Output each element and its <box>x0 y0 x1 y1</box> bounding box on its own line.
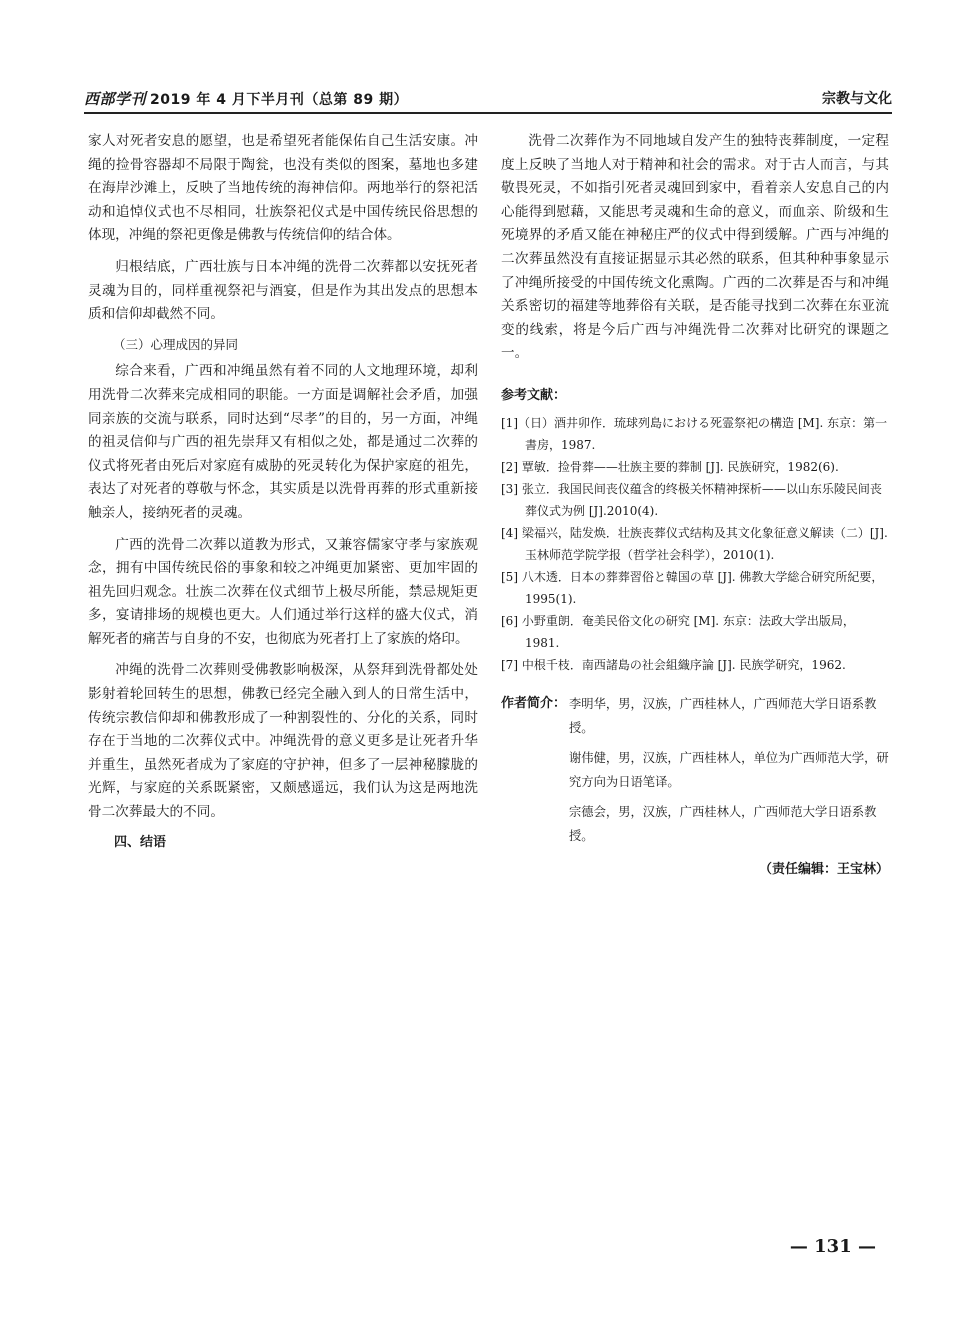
references-heading: 参考文献： <box>501 387 567 403</box>
journal-logo: 西部学刊 <box>84 90 147 108</box>
reference-item: [4] 梁福兴，陆发焕．壮族丧葬仪式结构及其文化象征意义解读（二）[J]. 玉林师范学院学报（哲学社会科学），2010(1). <box>501 525 888 562</box>
paragraph: 家人对死者安息的愿望，也是希望死者能保佑自己生活安康。冲绳的捡骨容器却不局限于陶瓮，也没有类似的图案，墓地也多建在海岸沙滩上，反映了当地传统的海神信仰。两地举行的祭祀活动和追悼仪式也不尽相同，壮族祭祀仪式是中国传统民俗思想的体现，冲绳的祭祀更像是佛教与传统信仰的结合体。 <box>88 133 478 244</box>
author-bio: 宗德会，男，汉族，广西桂林人，广西师范大学日语系教授。 <box>569 804 877 843</box>
paragraph: 综合来看，广西和冲绳虽然有着不同的人文地理环境，却利用洗骨二次葬来完成相同的职能。一方面是调解社会矛盾，加强同亲族的交流与联系，同时达到“尽孝”的目的，另一方面，冲绳的祖灵信仰与广西的祖先崇拜又有相似之处，都是通过二次葬的仪式将死者由死后对家庭有威胁的死灵转化为保护家庭的祖先，表达了对死者的尊敬与怀念，其实质是以洗骨再葬的形式重新接触亲人，接纳死者的灵魂。 <box>88 363 478 521</box>
responsible-editor: （责任编辑：王宝林） <box>758 861 889 877</box>
section-title: 宗教与文化 <box>822 91 892 107</box>
paragraph: 广西的洗骨二次葬以道教为形式，又兼容儒家守孝与家族观念，拥有中国传统民俗的事象和较之冲绳更加紧密、更加牢固的祖先回归观念。壮族二次葬在仪式细节上极尽所能，禁忌规矩更多，宴请排场的规模也更大。人们通过举行这样的盛大仪式，消解死者的痛苦与自身的不安，也彻底为死者打上了家族的烙印。 <box>88 536 478 647</box>
page-number: — 131 — <box>789 1236 876 1257</box>
reference-item: [6] 小野重朗．奄美民俗文化の研究 [M]. 东京：法政大学出版局，1981. <box>501 613 855 650</box>
author-bio: 谢伟健，男，汉族，广西桂林人，单位为广西师范大学，研究方向为日语笔译。 <box>569 750 889 789</box>
authors-label: 作者简介： <box>501 695 567 711</box>
running-header <box>84 86 892 114</box>
right-column <box>501 130 889 881</box>
author-bio: 李明华，男，汉族，广西桂林人，广西师范大学日语系教授。 <box>569 696 877 735</box>
journal-title <box>84 88 408 109</box>
left-column <box>88 130 478 854</box>
reference-item: [5] 八木透．日本の葬葬習俗と韓国の草 [J]. 佛教大学総合研究所紀要，1995(1). <box>501 569 884 606</box>
subsection-heading: （三）心理成因的异同 <box>113 336 239 352</box>
reference-item: [2] 覃敏．捡骨葬——壮族主要的葬制 [J]. 民族研究，1982(6). <box>501 459 839 474</box>
paragraph: 洗骨二次葬作为不同地域自发产生的独特丧葬制度，一定程度上反映了当地人对于精神和社会的需求。对于古人而言，与其敬畏死灵，不如指引死者灵魂回到家中，看着亲人安息自己的内心能得到慰藉，又能思考灵魂和生命的意义，而血亲、阶级和生死境界的矛盾又能在神秘庄严的仪式中得到缓解。广西与冲绳的二次葬虽然没有直接证据显示其必然的联系，但其种种事象显示了冲绳所接受的中国传统文化熏陶。广西的二次葬是否与和冲绳关系密切的福建等地葬俗有关联，是否能寻找到二次葬在东亚流变的线索，将是今后广西与冲绳洗骨二次葬对比研究的课题之一。 <box>501 133 889 362</box>
reference-item: [3] 张立．我国民间丧仪蕴含的终极关怀精神探析——以山东乐陵民间丧葬仪式为例 [J].2010(4). <box>501 481 882 518</box>
journal-issue: 2019 年 4 月下半月刊（总第 89 期） <box>150 92 409 108</box>
author-bios <box>501 692 889 848</box>
reference-item: [1]（日）酒井卯作．琉球列島における死霊祭祀の構造 [M]. 东京：第一書房，1987. <box>501 415 888 452</box>
reference-item: [7] 中根千枝．南西諸島の社会組織序論 [J]. 民族学研究，1962. <box>501 657 846 672</box>
section-heading: 四、结语 <box>114 834 167 850</box>
paragraph: 归根结底，广西壮族与日本冲绳的洗骨二次葬都以安抚死者灵魂为目的，同样重视祭祀与酒宴，但是作为其出发点的思想本质和信仰却截然不同。 <box>88 258 478 323</box>
paragraph: 冲绳的洗骨二次葬则受佛教影响极深，从祭拜到洗骨都处处影射着轮回转生的思想，佛教已经完全融入到人的日常生活中，传统宗教信仰却和佛教形成了一种割裂性的、分化的关系，同时存在于当地的二次葬仪式中。冲绳洗骨的意义更多是让死者升华并重生，虽然死者成为了家庭的守护神，但多了一层神秘朦胧的光辉，与家庭的关系既紧密，又颇感遥远，我们认为这是两地洗骨二次葬最大的不同。 <box>88 662 478 821</box>
